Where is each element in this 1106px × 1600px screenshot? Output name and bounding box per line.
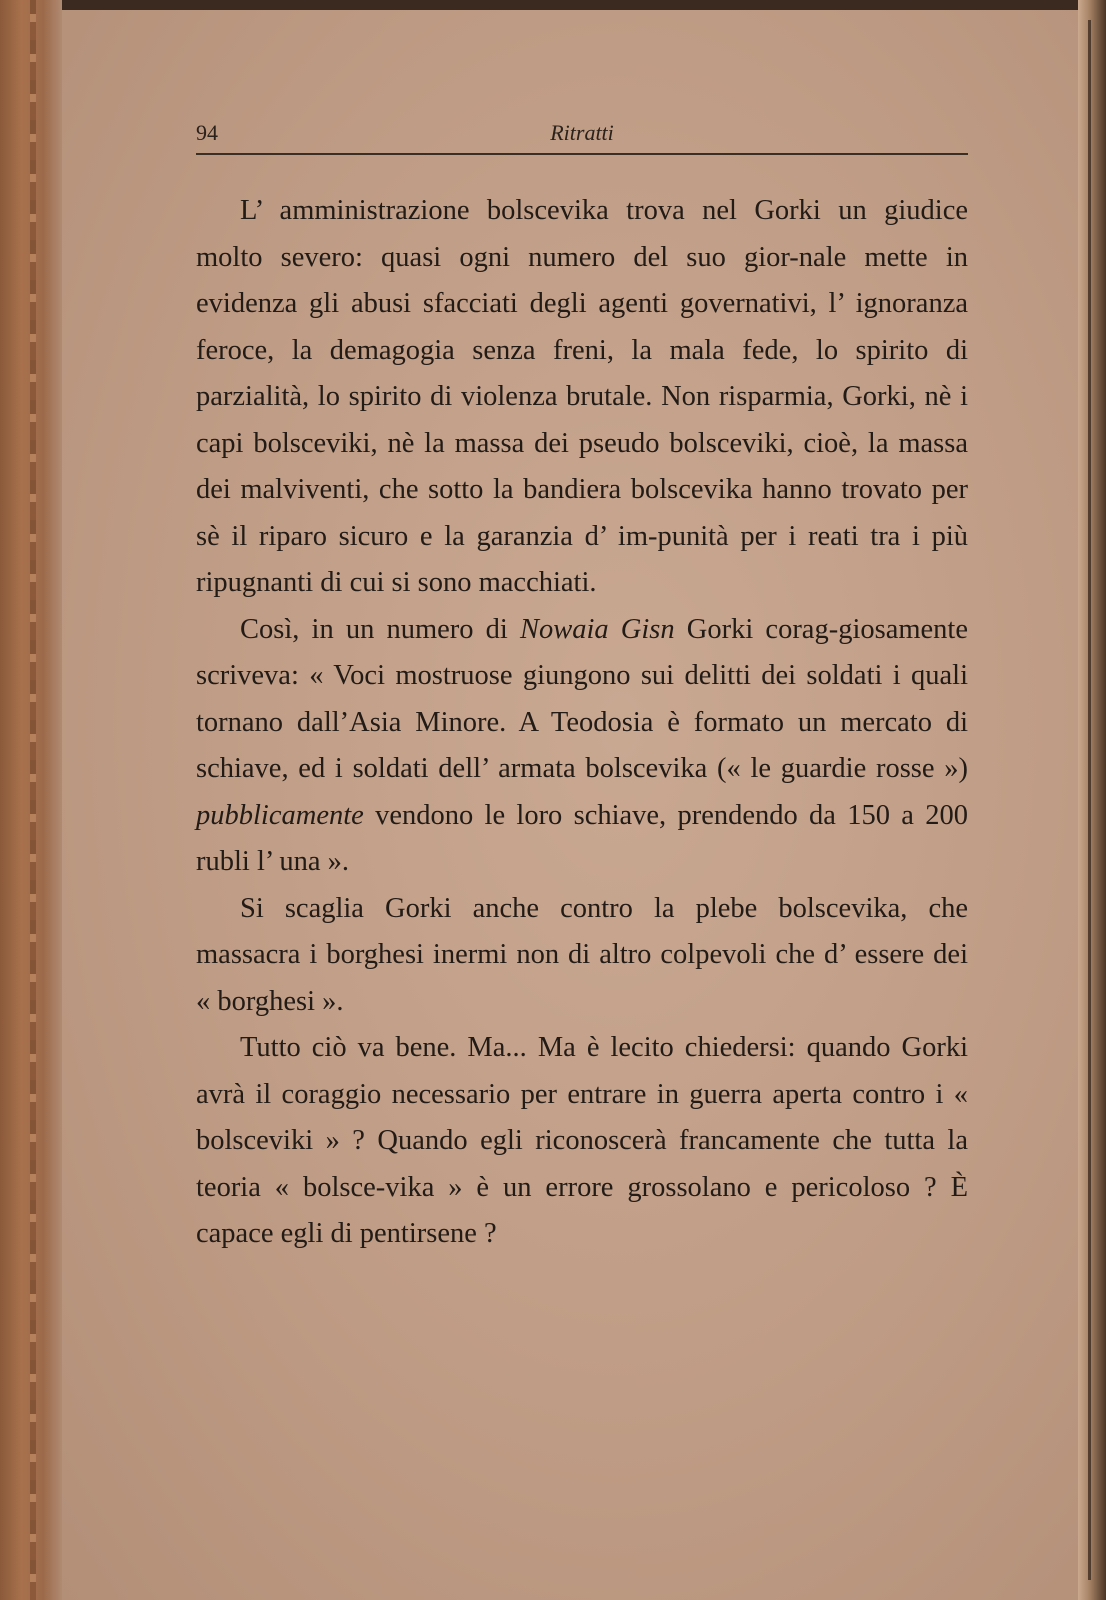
previous-page-edges bbox=[0, 0, 62, 1600]
paragraph-2-part-3: vendono le loro schiave, prendendo da 150 a 200 rubli l’ una ». bbox=[196, 799, 968, 877]
running-header bbox=[196, 110, 968, 150]
running-title: Ritratti bbox=[550, 120, 614, 145]
paragraph-2-part-1: Così, in un numero di bbox=[240, 613, 520, 645]
body-text bbox=[196, 188, 968, 1258]
book-binding-edge bbox=[1078, 0, 1106, 1600]
paragraph-2-part-2: Gorki corag-giosamente scriveva: « Voci mostruose giungono sui delitti dei soldati i quali tornano dall’Asia Minore. A Teodosia è formato un mercato di schiave, ed i soldati dell’ armata bolscevika (« le guardie rosse ») bbox=[196, 613, 968, 784]
book-top-edge bbox=[0, 0, 1106, 10]
emphasis-word: pubblicamente bbox=[196, 799, 364, 831]
header-rule bbox=[196, 153, 968, 155]
paragraph-2 bbox=[196, 607, 968, 886]
paragraph-3: Si scaglia Gorki anche contro la plebe bolscevika, che massacra i borghesi inermi non di altro colpevoli che d’ essere dei « borghesi ». bbox=[196, 892, 968, 1017]
page-number: 94 bbox=[196, 120, 218, 145]
paragraph-1: L’ amministrazione bolscevika trova nel Gorki un giudice molto severo: quasi ogni numero del suo gior-nale mette in evidenza gli abusi sfacciati degli agenti governativi, l’ ignoranza feroce, la demagogia senza freni, la mala fede, lo spirito di parzialità, lo spirito di violenza brutale. Non risparmia, Gorki, nè i capi bolsceviki, nè la massa dei pseudo bolsceviki, cioè, la massa dei malviventi, che sotto la bandiera bolscevika hanno trovato per sè il riparo sicuro e la garanzia d’ im-punità per i reati tra i più ripugnanti di cui si sono macchiati. bbox=[196, 195, 968, 598]
newspaper-title: Nowaia Gisn bbox=[519, 613, 675, 645]
paragraph-4: Tutto ciò va bene. Ma... Ma è lecito chiedersi: quando Gorki avrà il coraggio necessario per entrare in guerra aperta contro i « bolsceviki » ? Quando egli riconoscerà francamente che tutta la teoria « bolsce-vika » è un errore grossolano e pericoloso ? È capace egli di pentirsene ? bbox=[196, 1032, 968, 1249]
